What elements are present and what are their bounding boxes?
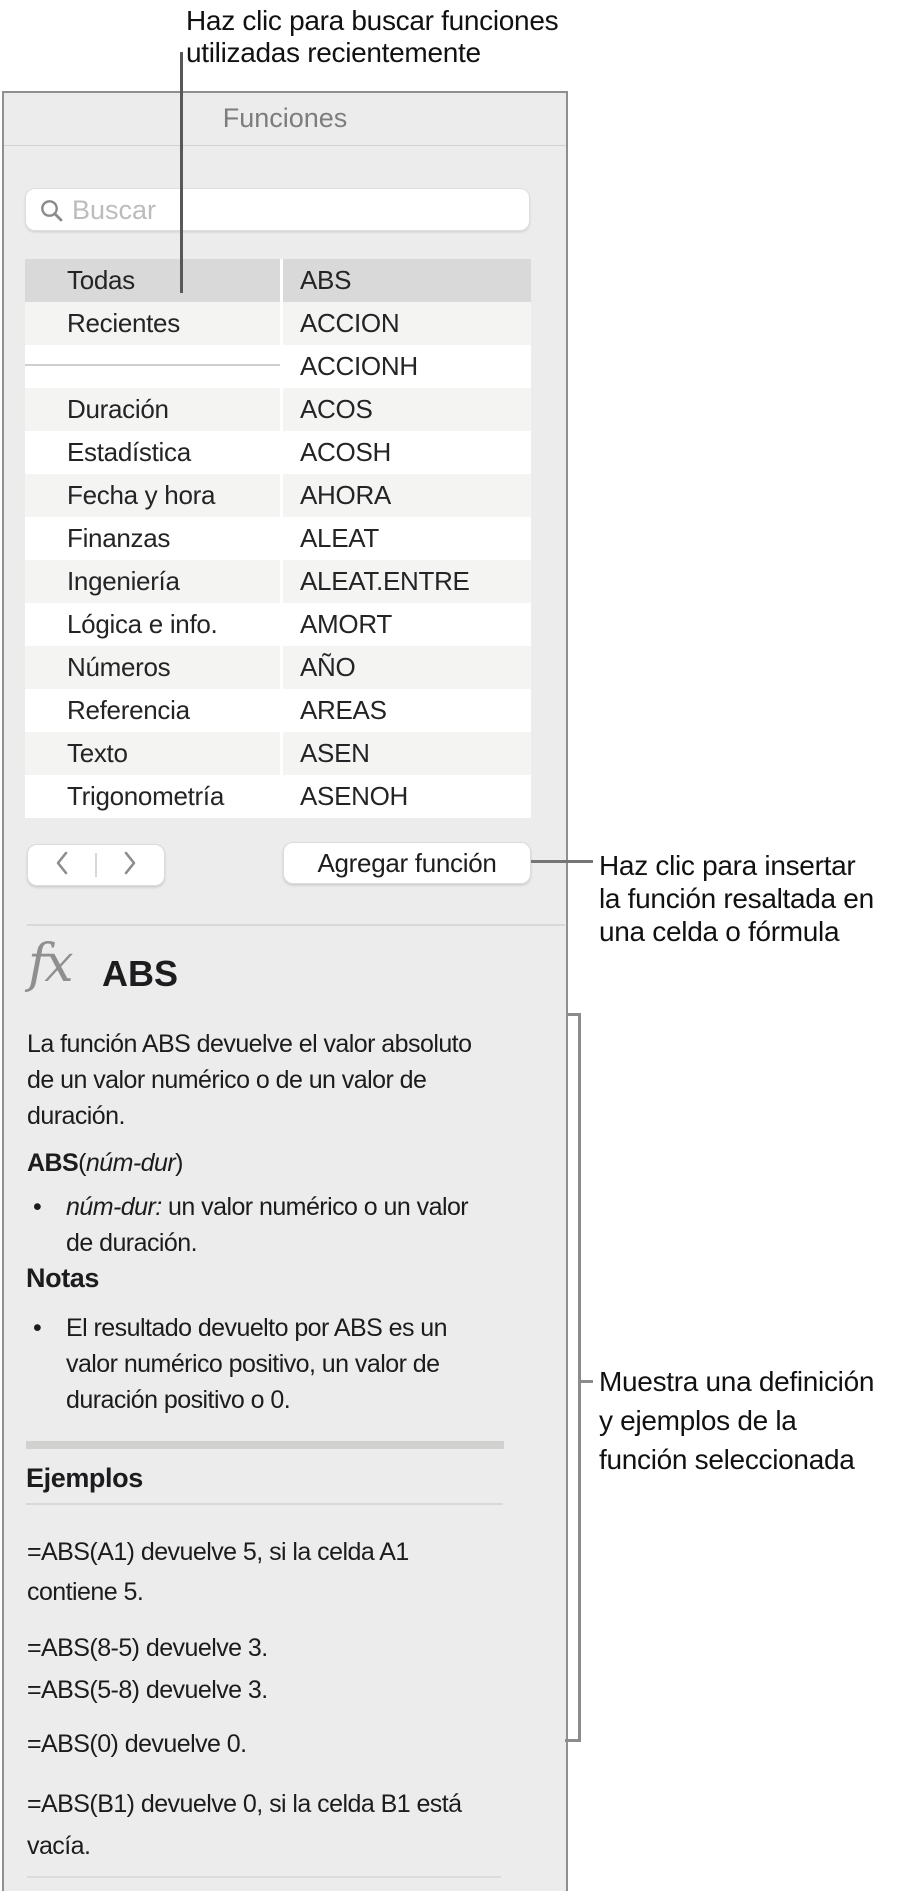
- category-selected-todas[interactable]: Todas: [25, 259, 280, 302]
- examples-separator-bar: [26, 1441, 504, 1449]
- callout-line-text: Haz clic para buscar funciones: [186, 5, 559, 36]
- note-line: valor numérico positivo, un valor de: [66, 1350, 440, 1378]
- callout-recent-functions: [186, 5, 558, 69]
- function-item[interactable]: ALEAT: [283, 517, 531, 560]
- search-icon: [39, 198, 65, 229]
- function-item[interactable]: ACCIONH: [283, 345, 531, 388]
- section-divider: [27, 924, 565, 926]
- chevron-right-icon: [122, 849, 138, 882]
- panel-title: Funciones: [4, 91, 566, 146]
- category-separator-row: [25, 345, 280, 388]
- callout-definition-examples: [599, 1362, 874, 1479]
- callout-bracket-bottom-tick: [565, 1739, 580, 1742]
- notes-heading: Notas: [26, 1263, 100, 1293]
- category-item-referencia[interactable]: Referencia: [25, 689, 280, 732]
- add-function-button[interactable]: Agregar función: [283, 842, 531, 884]
- note-line: El resultado devuelto por ABS es un: [66, 1314, 448, 1342]
- forward-button[interactable]: [97, 845, 164, 885]
- function-item[interactable]: ACOSH: [283, 431, 531, 474]
- example-line: =ABS(A1) devuelve 5, si la celda A1: [27, 1538, 409, 1566]
- note-bullet: [27, 1310, 546, 1418]
- function-item[interactable]: ACCION: [283, 302, 531, 345]
- description-line: de un valor numérico o de un valor de: [27, 1066, 427, 1094]
- example-line: vacía.: [27, 1832, 91, 1860]
- history-nav-control[interactable]: [27, 844, 165, 886]
- function-item[interactable]: ACOS: [283, 388, 531, 431]
- callout-bracket-mid-tick: [580, 1380, 593, 1383]
- category-item-estadistica[interactable]: Estadística: [25, 431, 280, 474]
- parameter-bullet: [27, 1189, 546, 1261]
- callout-line-text: la función resaltada en: [599, 883, 874, 914]
- categories-column: [25, 259, 280, 818]
- description-line: duración.: [27, 1102, 125, 1130]
- function-item[interactable]: ASEN: [283, 732, 531, 775]
- category-item-numeros[interactable]: Números: [25, 646, 280, 689]
- parameter-line: de duración.: [66, 1229, 197, 1257]
- examples-divider: [26, 1503, 503, 1505]
- search-field[interactable]: [25, 188, 530, 231]
- callout-line-text: Haz clic para insertar: [599, 850, 856, 881]
- function-item[interactable]: AMORT: [283, 603, 531, 646]
- category-item-fecha-y-hora[interactable]: Fecha y hora: [25, 474, 280, 517]
- category-item-texto[interactable]: Texto: [25, 732, 280, 775]
- callout-pointer-line-recent: [180, 52, 183, 293]
- category-item-trigonometria[interactable]: Trigonometría: [25, 775, 280, 818]
- function-browser: [25, 259, 531, 818]
- function-item[interactable]: ALEAT.ENTRE: [283, 560, 531, 603]
- function-syntax: [27, 1145, 183, 1181]
- function-detail-title: ABS: [102, 953, 179, 994]
- fx-icon: fx: [28, 934, 71, 994]
- function-selected-abs[interactable]: ABS: [283, 259, 531, 302]
- bottom-divider: [27, 1876, 501, 1878]
- examples-heading: Ejemplos: [26, 1463, 143, 1493]
- callout-line-text: Muestra una definición: [599, 1366, 875, 1397]
- bullet-icon: •: [33, 1314, 42, 1342]
- category-item-logica[interactable]: Lógica e info.: [25, 603, 280, 646]
- function-item[interactable]: AÑO: [283, 646, 531, 689]
- callout-line-text: y ejemplos de la: [599, 1405, 797, 1436]
- note-line: duración positivo o 0.: [66, 1386, 291, 1414]
- bullet-icon: •: [33, 1193, 42, 1221]
- category-item-recientes[interactable]: Recientes: [25, 302, 280, 345]
- example-line: =ABS(B1) devuelve 0, si la celda B1 está: [27, 1790, 462, 1818]
- function-item[interactable]: AREAS: [283, 689, 531, 732]
- back-button[interactable]: [28, 845, 95, 885]
- example-line: =ABS(8-5) devuelve 3.: [27, 1634, 268, 1662]
- functions-column: [283, 259, 531, 818]
- parameter-line: núm-dur: un valor numérico o un valor: [66, 1193, 469, 1221]
- example-line: =ABS(0) devuelve 0.: [27, 1730, 247, 1758]
- function-item[interactable]: AHORA: [283, 474, 531, 517]
- chevron-left-icon: [54, 849, 70, 882]
- callout-line-text: una celda o fórmula: [599, 916, 840, 947]
- callout-bracket-vertical: [578, 1013, 581, 1742]
- example-line: contiene 5.: [27, 1578, 144, 1606]
- callout-pointer-line-insert: [531, 860, 593, 863]
- callout-line-text: utilizadas recientemente: [186, 37, 481, 68]
- syntax-paren: (: [78, 1149, 86, 1177]
- function-item[interactable]: ASENOH: [283, 775, 531, 818]
- syntax-argument: núm-dur: [85, 1149, 176, 1177]
- syntax-name: ABS: [27, 1149, 79, 1177]
- category-item-duracion[interactable]: Duración: [25, 388, 280, 431]
- example-line: =ABS(5-8) devuelve 3.: [27, 1676, 268, 1704]
- search-input[interactable]: [70, 190, 524, 231]
- category-item-ingenieria[interactable]: Ingeniería: [25, 560, 280, 603]
- category-item-finanzas[interactable]: Finanzas: [25, 517, 280, 560]
- callout-insert-function: [599, 849, 874, 948]
- category-divider: [25, 364, 280, 366]
- callout-bracket-top-tick: [567, 1013, 580, 1016]
- function-description: [27, 1026, 471, 1134]
- callout-line-text: función seleccionada: [599, 1444, 855, 1475]
- syntax-paren: ): [175, 1149, 183, 1177]
- description-line: La función ABS devuelve el valor absoluto: [27, 1030, 472, 1058]
